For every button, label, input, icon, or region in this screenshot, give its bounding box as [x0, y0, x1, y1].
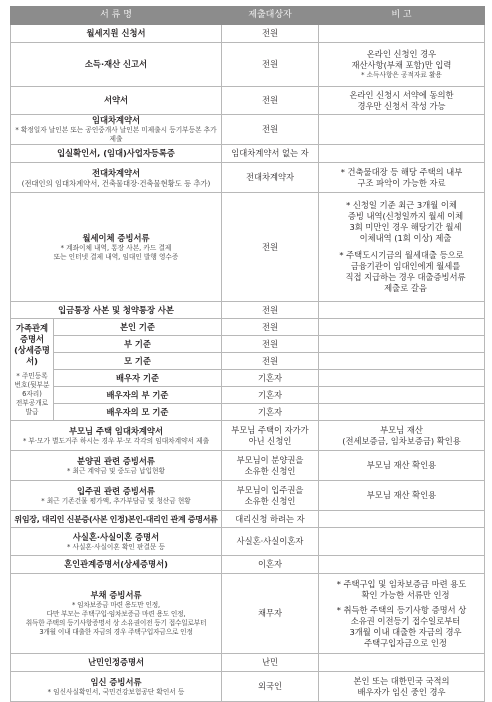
doc-subnote: * 임차보증금 마련 용도만 인정, 다만 부모는 주택구입·임차보증금 마련 용도 인정, 취득한 주택의 등기사항증명서 상 소유권이전 등기 접수일로부터 3개월 이내 대출한 자금의 경우 주택구입자금으로 인정 [25, 601, 207, 636]
doc-name [11, 451, 222, 481]
doc-title: 부모님 주택 임대차계약서 [69, 425, 163, 436]
doc-subnote: * 부·모가 별도거주 하시는 경우 부·모 각각의 임대차계약서 제출 [22, 436, 210, 445]
remarks [319, 387, 485, 404]
table-row [11, 404, 485, 421]
doc-title: 부채 증빙서류 [90, 590, 142, 600]
remarks: 부모님 재산 확인용 [319, 481, 485, 511]
doc-name [11, 163, 222, 193]
table-row [11, 421, 485, 451]
table-row [11, 511, 485, 528]
submitter: 전원 [222, 319, 319, 336]
submitter: 전대차계약자 [222, 163, 319, 193]
remarks [319, 336, 485, 353]
submitter: 전원 [222, 115, 319, 145]
header-submitter: 제출대상자 [222, 7, 319, 25]
table-row [11, 654, 485, 672]
table-row [11, 672, 485, 702]
submitter: 사실혼·사실이혼자 [222, 528, 319, 556]
submitter: 부모님이 분양권을 소유한 신청인 [222, 451, 319, 481]
submitter: 전원 [222, 336, 319, 353]
doc-title: 임신 증빙서류 [90, 676, 142, 687]
submitter: 전원 [222, 87, 319, 115]
table-row [11, 451, 485, 481]
doc-subnote: * 최근 기존건물 평가액, 추가부담금 및 청산금 현황 [41, 496, 191, 505]
doc-name [11, 421, 222, 451]
table-row [11, 25, 485, 43]
remarks: 본인 또는 대한민국 국적의 배우자가 임신 중인 경우 [319, 672, 485, 702]
remarks: 온라인 신청시 서약에 동의한 경우만 신청서 작성 가능 [319, 87, 485, 115]
submitter: 전원 [222, 353, 319, 370]
remarks [319, 193, 485, 302]
table-row [11, 528, 485, 556]
doc-subnote: * 확정일자 날인본 또는 공인중개사 날인본 미제출시 등기부등본 추가 제출 [15, 126, 217, 143]
remarks [319, 404, 485, 421]
doc-name [11, 672, 222, 702]
doc-subnote: (전대인의 임대차계약서, 건축물대장·건축물현황도 등 추가) [21, 178, 211, 188]
remarks [319, 370, 485, 387]
doc-name: 월세지원 신청서 [11, 25, 222, 43]
table-row [11, 43, 485, 87]
table-row [11, 302, 485, 319]
remarks-note: * 소득사항은 공적자료 활용 [361, 71, 442, 79]
table-row [11, 87, 485, 115]
doc-name: 난민인정증명서 [11, 654, 222, 672]
remarks [319, 319, 485, 336]
doc-name: 입실확인서, (임대)사업자등록증 [11, 145, 222, 163]
remarks: 부모님 재산 (전세보증금, 임차보증금) 확인용 [319, 421, 485, 451]
table-row [11, 574, 485, 654]
submitter: 기혼자 [222, 370, 319, 387]
remarks-item: * 취득한 주택의 등기사항 증명서 상 소유권 이전등기 접수일로부터 3개월 이내 대출한 자금의 경우 주택구입자금으로 인정 [336, 604, 467, 648]
table-row [11, 481, 485, 511]
submitter: 난민 [222, 654, 319, 672]
remarks [319, 145, 485, 163]
doc-name: 입금통장 사본 및 청약통장 사본 [11, 302, 222, 319]
family-basis: 배우자 기준 [54, 370, 222, 387]
table-row [11, 370, 485, 387]
table-row [11, 387, 485, 404]
remarks [319, 353, 485, 370]
remarks [319, 574, 485, 654]
doc-subnote: * 계좌이체 내역, 통장 사본, 카드 결제 또는 인터넷 결제 내역, 임대인 발행 영수증 [53, 243, 179, 261]
doc-subnote: * 임신사실확인서, 국민건강보험공단 확인서 등 [47, 687, 185, 696]
submitter: 전원 [222, 43, 319, 87]
table-header-row [11, 7, 485, 25]
doc-title: 임대차계약서 [91, 115, 141, 125]
remarks [319, 43, 485, 87]
family-basis: 본인 기준 [54, 319, 222, 336]
remarks-item: * 신청일 기준 최근 3개월 이체 증빙 내역(신청일까지 월세 이체 3회 미만인 경우 해당기간 월세 이체내역 (1회 이상) 제출 [346, 200, 464, 243]
table-row [11, 336, 485, 353]
remarks [319, 528, 485, 556]
table-row [11, 556, 485, 574]
doc-name: 위임장, 대리인 신분증(사본 인정)본인-대리인 관계 증명서류 [11, 511, 222, 528]
submitter: 전원 [222, 25, 319, 43]
submitter: 임대차계약서 없는 자 [222, 145, 319, 163]
table-row [11, 319, 485, 336]
table-row [11, 145, 485, 163]
doc-name [11, 319, 54, 421]
remarks-item: * 주택도시기금의 월세대출 등으로 금융기관이 임대인에게 월세를 직접 지급하는 경우 대출증빙서류 제출로 갈음 [339, 250, 466, 293]
remarks: 부모님 재산 확인용 [319, 451, 485, 481]
required-documents-table [10, 6, 485, 702]
remarks [319, 302, 485, 319]
doc-subnote: * 사실혼·사실이혼 확인 판결문 등 [67, 542, 165, 551]
remarks-item: * 주택구입 및 임차보증금 마련 용도 확인 가능한 서류만 인정 [336, 578, 467, 600]
doc-name [11, 481, 222, 511]
doc-name: 서약서 [11, 87, 222, 115]
family-basis: 부 기준 [54, 336, 222, 353]
table-row [11, 353, 485, 370]
submitter: 대리신청 하려는 자 [222, 511, 319, 528]
family-basis: 모 기준 [54, 353, 222, 370]
doc-subnote: * 최근 계약금 및 중도금 납입현황 [67, 466, 165, 475]
submitter: 전원 [222, 193, 319, 302]
doc-name [11, 193, 222, 302]
remarks: * 건축물대장 등 해당 주택의 내부 구조 파악이 가능한 자료 [319, 163, 485, 193]
doc-title: 사실혼·사실이혼 증명서 [72, 531, 160, 542]
submitter: 전원 [222, 302, 319, 319]
doc-name: 혼인관계증명서(상세증명서) [11, 556, 222, 574]
submitter: 부모님 주택이 자가가 아닌 신청인 [222, 421, 319, 451]
submitter: 부모님이 입주권을 소유한 신청인 [222, 481, 319, 511]
remarks [319, 556, 485, 574]
remarks [319, 115, 485, 145]
submitter: 채무자 [222, 574, 319, 654]
doc-name [11, 528, 222, 556]
remarks [319, 654, 485, 672]
family-basis: 배우자의 부 기준 [54, 387, 222, 404]
remarks [319, 511, 485, 528]
family-basis: 배우자의 모 기준 [54, 404, 222, 421]
doc-title: 분양권 관련 증빙서류 [77, 455, 155, 466]
table-row [11, 163, 485, 193]
doc-title: 전대차계약서 [91, 167, 141, 178]
submitter: 기혼자 [222, 387, 319, 404]
header-document-name: 서 류 명 [11, 7, 222, 25]
doc-subnote: * 주민등록번호(뒷부분 6자리) 전부공개로 발급 [14, 371, 50, 416]
table-row [11, 193, 485, 302]
doc-name [11, 574, 222, 654]
doc-title: 월세이체 증빙서류 [82, 232, 150, 243]
doc-title: 입주권 관련 증빙서류 [77, 485, 155, 496]
doc-title: 가족관계증명서 (상세증명서) [14, 322, 50, 366]
submitter: 이혼자 [222, 556, 319, 574]
submitter: 외국인 [222, 672, 319, 702]
header-remarks: 비 고 [319, 7, 485, 25]
remarks-text: 온라인 신청인 경우 재산사항(부채 포함)만 입력 [351, 49, 452, 70]
submitter: 기혼자 [222, 404, 319, 421]
table-row [11, 115, 485, 145]
remarks [319, 25, 485, 43]
doc-name: 소득·재산 신고서 [11, 43, 222, 87]
doc-name [11, 115, 222, 145]
